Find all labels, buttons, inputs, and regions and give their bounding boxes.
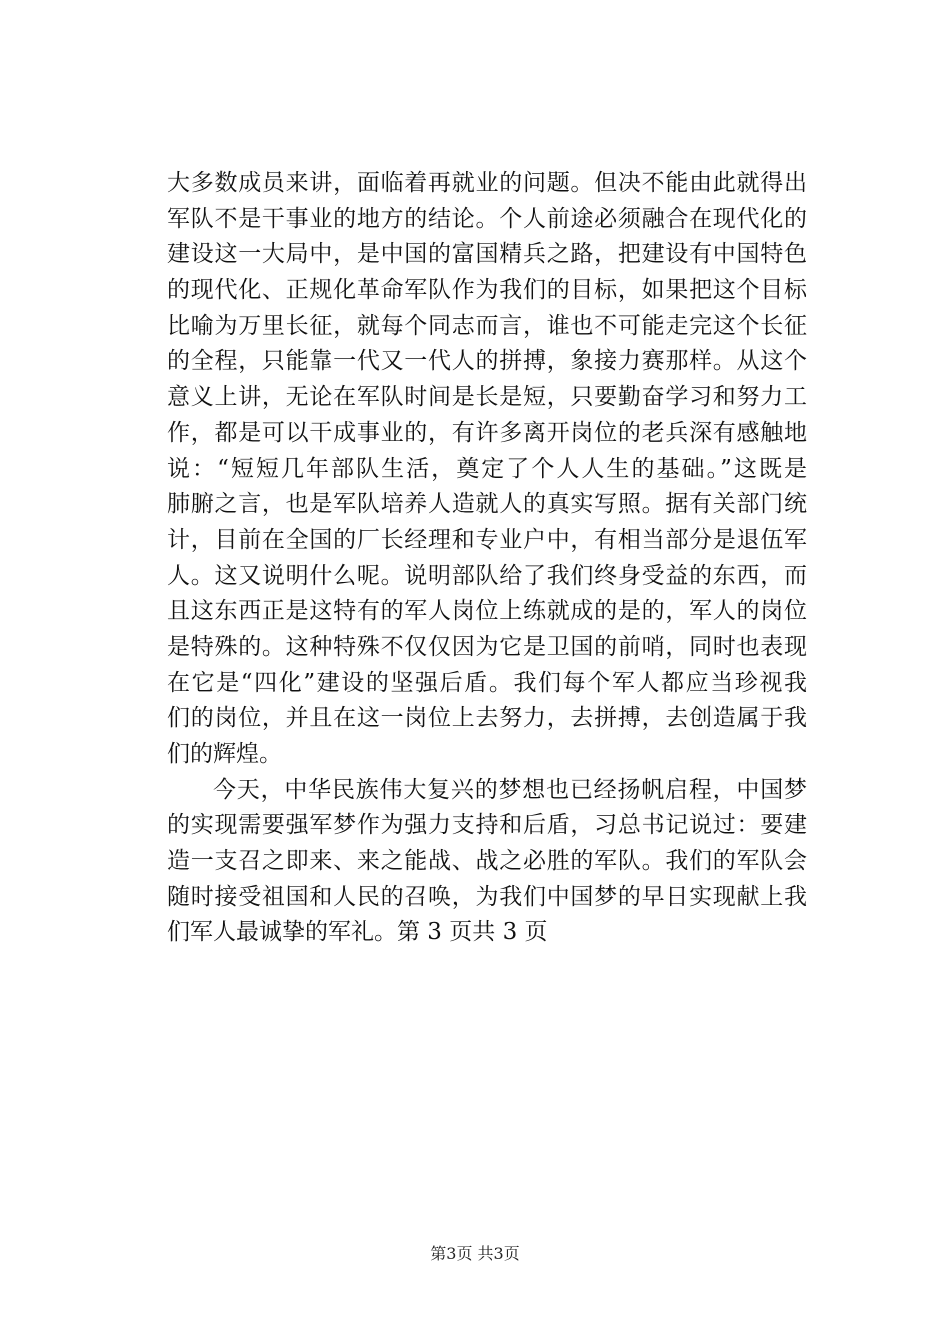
text-line: 比喻为万里长征，就每个同志而言，谁也不可能走完这个长征 — [167, 312, 807, 339]
paragraph-1 — [167, 166, 807, 773]
text-line: 人。这又说明什么呢。说明部队给了我们终身受益的东西，而 — [167, 562, 807, 589]
text-line: 造一支召之即来、来之能战、战之必胜的军队。我们的军队会 — [167, 848, 807, 875]
text-line: 今天，中华民族伟大复兴的梦想也已经扬帆启程，中国梦 — [213, 776, 807, 803]
text-line: 是特殊的。这种特殊不仅仅因为它是卫国的前哨，同时也表现 — [167, 633, 807, 660]
text-line: 肺腑之言，也是军队培养人造就人的真实写照。据有关部门统 — [167, 491, 807, 518]
text-line: 且这东西正是这特有的军人岗位上练就成的是的，军人的岗位 — [167, 598, 807, 625]
text-line: 作，都是可以干成事业的，有许多离开岗位的老兵深有感触地 — [167, 419, 807, 446]
text-line: 随时接受祖国和人民的召唤，为我们中国梦的早日实现献上我 — [167, 883, 807, 910]
text-line: 们的辉煌。 — [167, 741, 282, 767]
text-line: 的全程，只能靠一代又一代人的拼搏，象接力赛那样。从这个 — [167, 348, 807, 375]
text-line: 说：“短短几年部队生活，奠定了个人人生的基础。”这既是 — [167, 455, 807, 482]
text-line: 计，目前在全国的厂长经理和专业户中，有相当部分是退伍军 — [167, 526, 807, 553]
text-line: 的实现需要强军梦作为强力支持和后盾，习总书记说过：要建 — [167, 812, 807, 839]
text-line: 建设这一大局中，是中国的富国精兵之路，把建设有中国特色 — [167, 241, 807, 268]
page-number-footer: 第3页 共3页 — [430, 1244, 520, 1263]
text-line: 们军人最诚挚的军礼。第 3 页共 3 页 — [167, 919, 548, 946]
text-line: 的现代化、正规化革命军队作为我们的目标，如果把这个目标 — [167, 277, 807, 304]
text-line: 在它是“四化”建设的坚强后盾。我们每个军人都应当珍视我 — [167, 669, 807, 696]
document-body — [167, 166, 807, 951]
text-line: 大多数成员来讲，面临着再就业的问题。但决不能由此就得出 — [167, 170, 807, 196]
text-line: 们的岗位，并且在这一岗位上去努力，去拼搏，去创造属于我 — [167, 705, 807, 732]
paragraph-2 — [167, 773, 807, 951]
text-line: 军队不是干事业的地方的结论。个人前途必须融合在现代化的 — [167, 205, 807, 232]
text-line: 意义上讲，无论在军队时间是长是短，只要勤奋学习和努力工 — [167, 384, 807, 411]
